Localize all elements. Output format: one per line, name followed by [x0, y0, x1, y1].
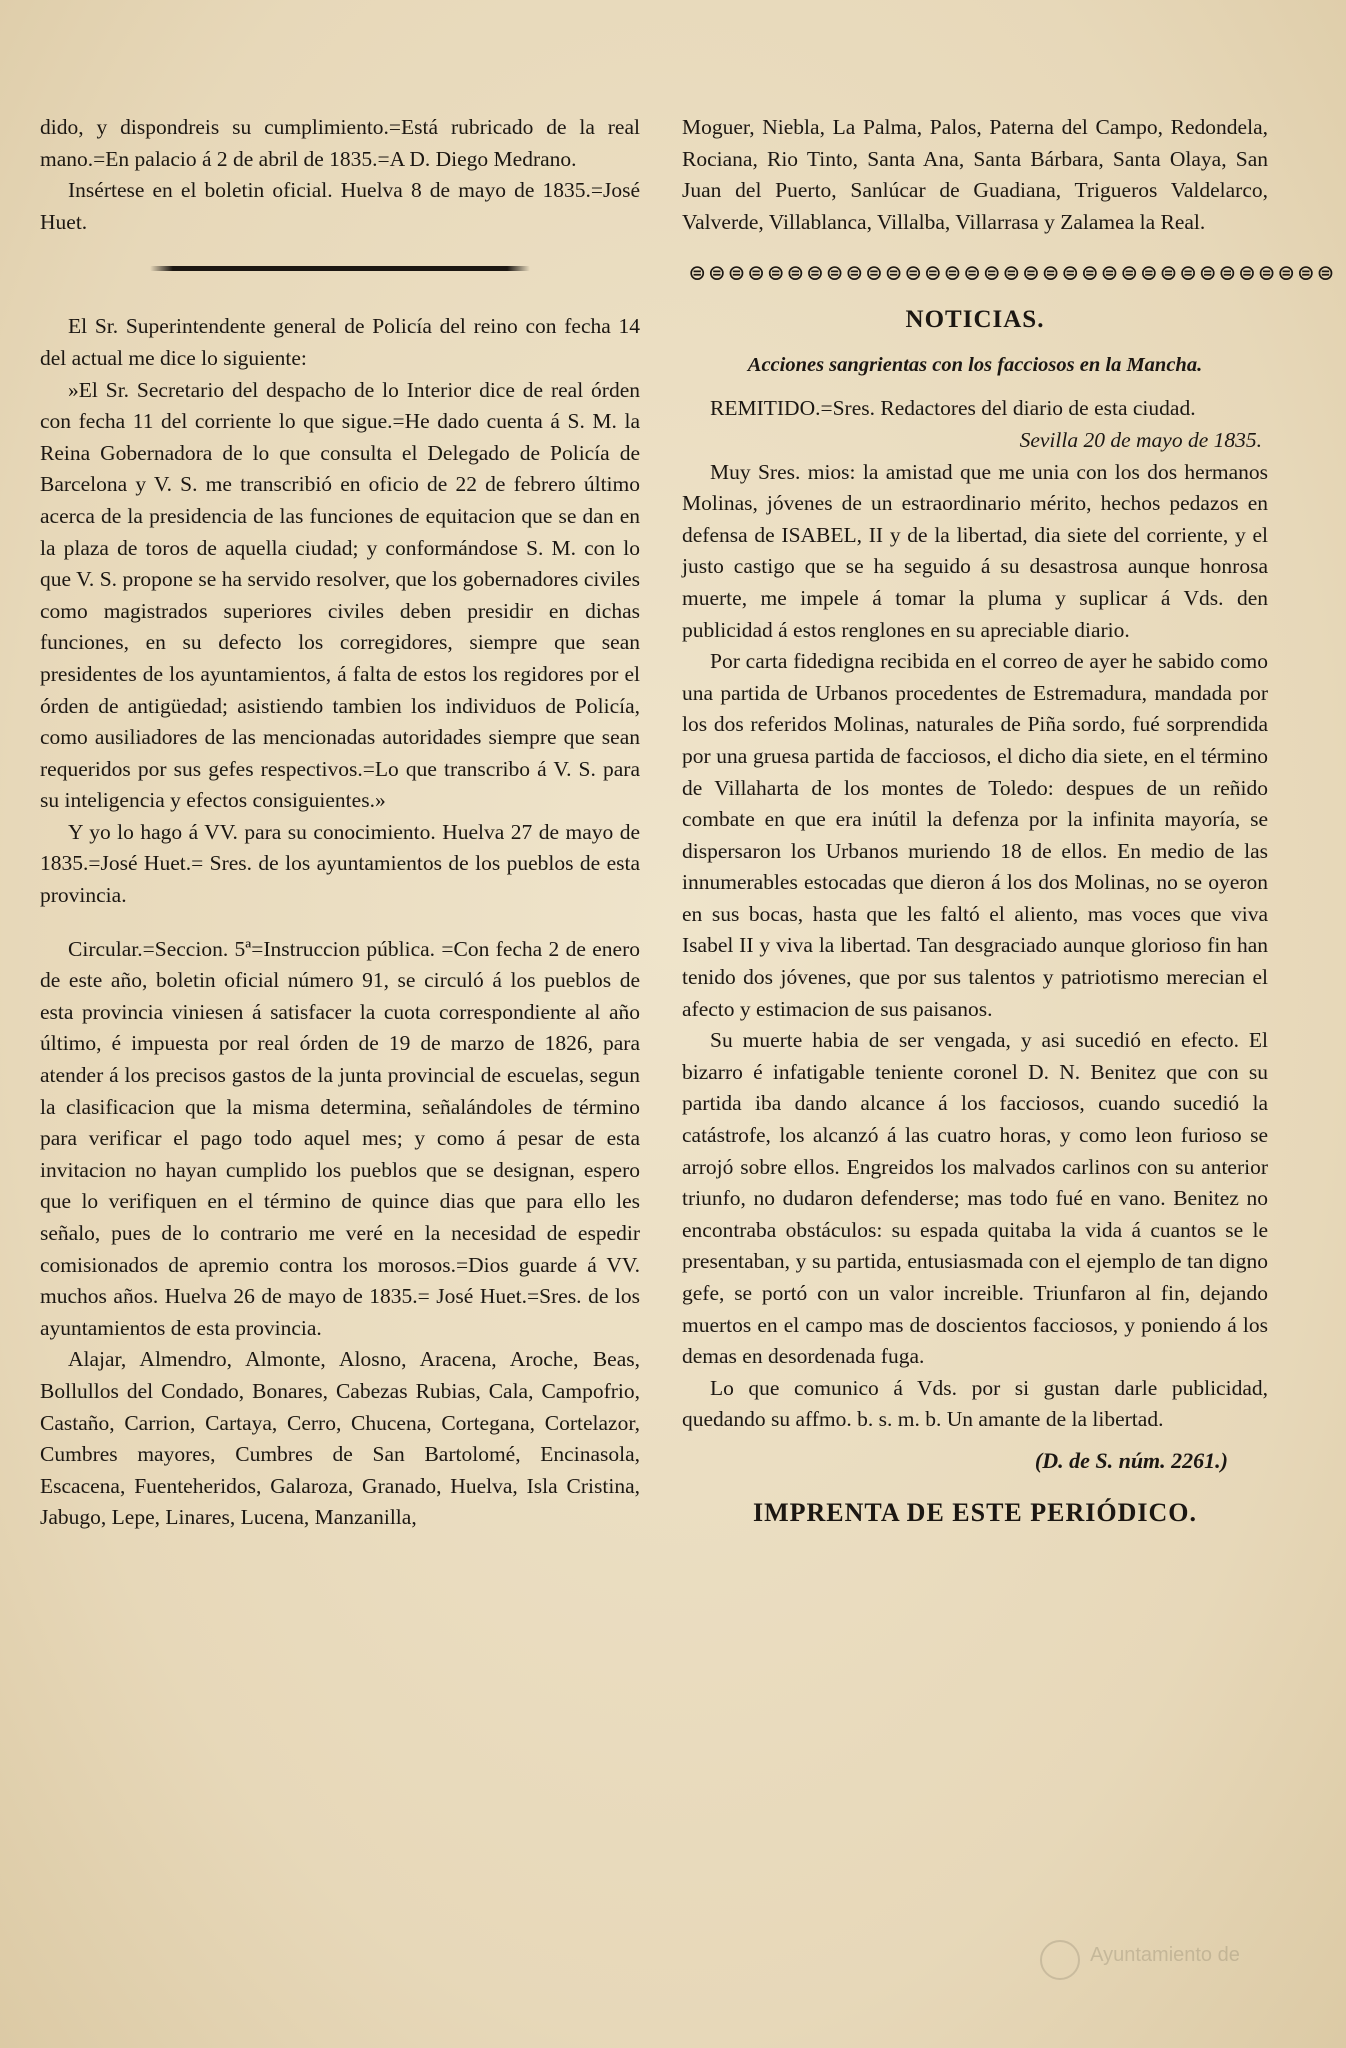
circular-paragraph: Circular.=Seccion. 5ª=Instruccion pública. =Con fecha 2 de enero de este año, boletin oficial número 91, se circuló á los pueblos de esta provincia viniesen á satisfacer la cuota correspondiente al año último, é impuesta por real órden de 19 de marzo de 1826, para atender á los precisos gastos de la junta provincial de escuelas, segun la clasificacion que la misma determina, señalándoles de término para verificar el pago todo aquel mes; y como á pesar de esta invitacion no hayan cumplido los pueblos que se designan, espero que lo verifiquen en el término de quince dias que para ello les señalo, pues de lo contrario me veré en la necesidad de espedir comisionados de apremio contra los morosos.=Dios guarde á VV. muchos años. Huelva 26 de mayo de 1835.= José Huet.=Sres. de los ayuntamientos de esta provincia.: [40, 936, 640, 1340]
towns-list-paragraph: Alajar, Almendro, Almonte, Alosno, Aracena, Aroche, Beas, Bollullos del Condado, Bonares, Cabezas Rubias, Cala, Campofrio, Castaño, Carrion, Cartaya, Cerro, Chucena, Cortegana, Cortelazor, Cumbres mayores, Cumbres de San Bartolomé, Encinasola, Escacena, Fuenteheridos, Galaroza, Granado, Huelva, Isla Cristina, Jabugo, Lepe, Linares, Lucena, Manzanilla,: [40, 1347, 640, 1530]
remitido-paragraph: REMITIDO.=Sres. Redactores del diario de esta ciudad.: [710, 396, 1196, 421]
insertion-order-paragraph: Insértese en el boletin oficial. Huelva 8 de mayo de 1835.=José Huet.: [40, 178, 640, 234]
vengeance-paragraph: Su muerte habia de ser vengada, y asi sucedió en efecto. El bizarro é infatigable teniente coronel D. N. Benitez que con su partida iba dando alcance á los facciosos, cuando sucedió la catástrofe, los alcanzó á las cuatro horas, y como leon furioso se arrojó sobre ellos. Engreidos los malvados carlinos con su anterior triunfo, no dudaron defenderse; mas todo fué en vano. Benitez no encontraba obstáculos: su espada quitaba la vida á cuantos se le presentaban, y su partida, entusiasmada con el ejemplo de tan digno gefe, se portó con un valor increible. Triunfaron al fin, dejando muertos en el campo mas de doscientos facciosos, y poniendo á los demas en desordenada fuga.: [682, 1028, 1268, 1369]
letter-closing-paragraph: Lo que comunico á Vds. por si gustan darle publicidad, quedando su affmo. b. s. m. b. Un amante de la libertad.: [682, 1375, 1268, 1432]
noticias-heading: NOTICIAS.: [905, 306, 1045, 334]
source-citation: (D. de S. núm. 2261.): [1034, 1447, 1228, 1473]
decree-ending-paragraph: dido, y dispondreis su cumplimiento.=Está rubricado de la real mano.=En palacio á 2 de abril de 1835.=A D. Diego Medrano.: [40, 115, 640, 171]
royal-order-paragraph: »El Sr. Secretario del despacho de lo Interior dice de real órden con fecha 11 del corriente lo que sigue.=He dado cuenta á S. M. la Reina Gobernadora de lo que consulta el Delegado de Policía de Barcelona y V. S. me transcribió en oficio de 22 de febrero último acerca de la presidencia de las funciones de equitacion que se dan en la plaza de toros de aquella ciudad; y conformándose S. M. con lo que V. S. propone se ha servido resolver, que los gobernadores civiles como magistrados superiores civiles deben presidir en dichas funciones, en su defecto los corregidores, siempre que sean presidentes de los ayuntamientos, á falta de estos los regidores por el órden de antigüedad; asistiendo tambien los individuos de Policía, como ausiliadores de las mencionadas autoridades siempre que sean requeridos por sus gefes respectivos.=Lo que transcribo á V. S. para su inteligencia y efectos consiguientes.»: [40, 377, 640, 813]
ornamental-divider: ⊜⊜⊜⊜⊜⊜⊜⊜⊜⊜⊜⊜⊜⊜⊜⊜⊜⊜⊜⊜⊜⊜⊜⊜⊜⊜⊜⊜⊜⊜⊜⊜⊜: [688, 260, 1336, 286]
letter-dateline: Sevilla 20 de mayo de 1835.: [1019, 427, 1262, 452]
police-superintendent-paragraph: El Sr. Superintendente general de Policía del reino con fecha 14 del actual me dice lo siguiente:: [40, 314, 640, 370]
towns-list-continued: Moguer, Niebla, La Palma, Palos, Paterna del Campo, Redondela, Rociana, Rio Tinto, Santa Ana, Santa Bárbara, Santa Olaya, San Juan del Puerto, Sanlúcar de Guadiana, Trigueros Valdelarco, Valverde, Villablanca, Villalba, Villarrasa y Zalamea la Real.: [682, 115, 1268, 234]
left-column: [40, 112, 640, 1534]
section-divider-rule: [150, 266, 530, 271]
huelva-notice-paragraph: Y yo lo hago á VV. para su conocimiento. Huelva 27 de mayo de 1835.=José Huet.= Sres. de los ayuntamientos de los pueblos de esta provincia.: [40, 819, 640, 908]
archive-watermark: Ayuntamiento de: [1090, 1944, 1240, 1966]
printer-imprint: IMPRENTA DE ESTE PERIÓDICO.: [752, 1497, 1198, 1527]
battle-account-paragraph: Por carta fidedigna recibida en el correo de ayer he sabido como una partida de Urbanos procedentes de Estremadura, mandada por los dos referidos Molinas, naturales de Piña sordo, fué sorprendida por una gruesa partida de facciosos, el dicho dia siete, en el término de Villaharta de los montes de Toledo: despues de un reñido combate en que era inútil la defenza por la infinita mayoría, se dispersaron los Urbanos muriendo 18 de ellos. En medio de las innumerables estocadas que dieron á los dos Molinas, no se oyeron en sus bocas, hasta que les faltó el aliento, mas voces que viva Isabel II y viva la libertad. Tan desgraciado aunque glorioso fin han tenido dos jóvenes, que por sus talentos y patriotismo merecian el afecto y estimacion de sus paisanos.: [682, 649, 1268, 1021]
article-subheading: Acciones sangrientas con los facciosos en la Mancha.: [747, 354, 1203, 377]
letter-opening-paragraph: Muy Sres. mios: la amistad que me unia con los dos hermanos Molinas, jóvenes de un estraordinario mérito, hechos pedazos en defensa de ISABEL, II y de la libertad, dia siete del corriente, y el justo castigo que se ha seguido á su desastrosa aunque honrosa muerte, me impele á tomar la pluma y suplicar á Vds. den publicidad á estos renglones en su apreciable diario.: [682, 459, 1268, 642]
right-column: [682, 112, 1336, 1528]
